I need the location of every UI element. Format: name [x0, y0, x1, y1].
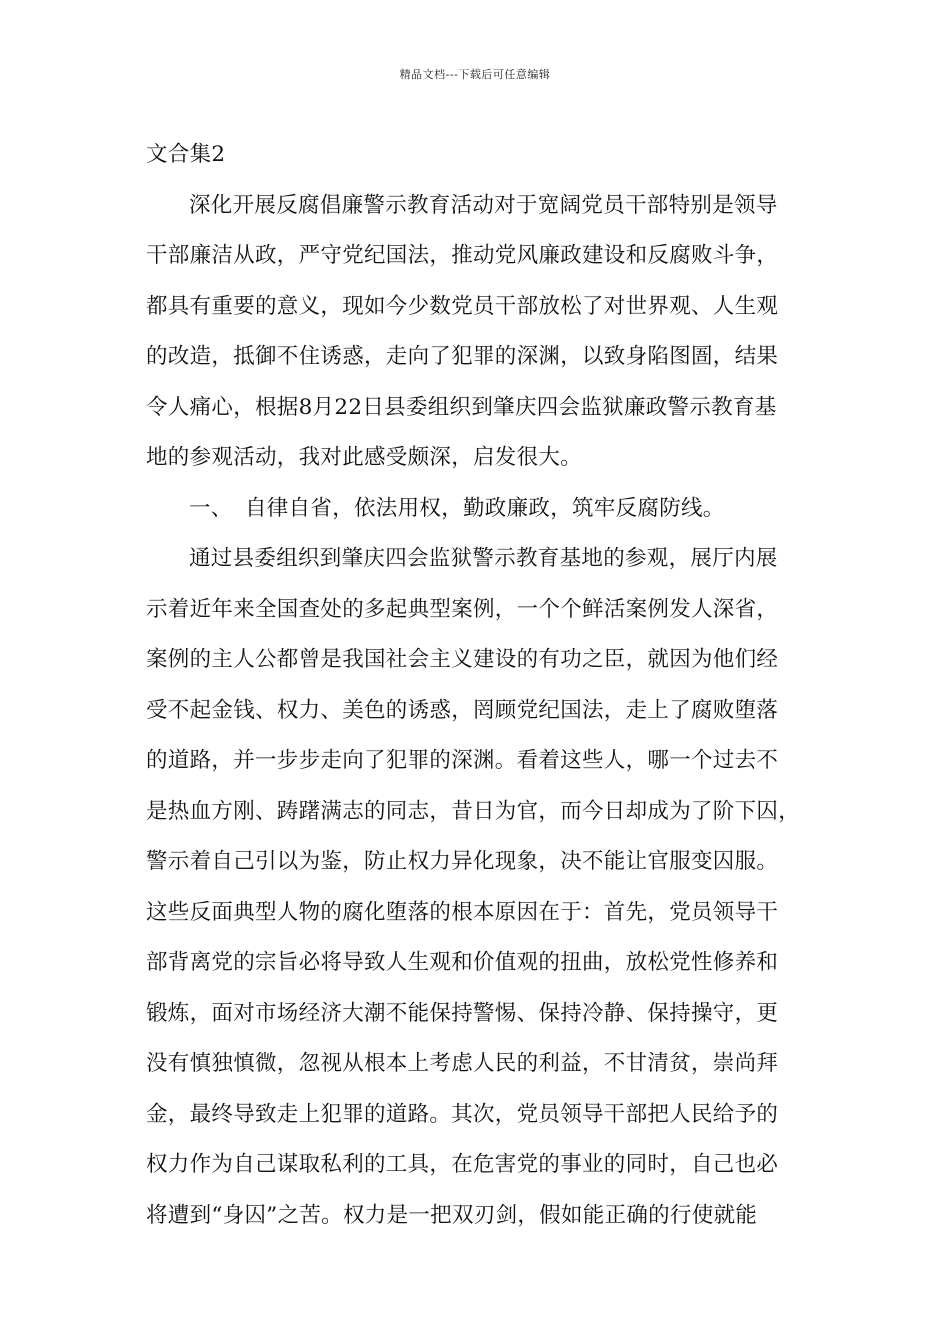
text-line: 都具有重要的意义，现如今少数党员干部放松了对世界观、人生观 — [146, 293, 779, 319]
text-line: 案例的主人公都曾是我国社会主义建设的有功之臣，就因为他们经 — [146, 647, 779, 672]
text-line: 文合集2 — [146, 142, 226, 167]
text-line: 警示着自己引以为鉴，防止权力异化现象，决不能让官服变囚服。 — [146, 849, 779, 874]
text-line: 部背离党的宗旨必将导致人生观和价值观的扭曲，放松党性修养和 — [146, 950, 779, 975]
text-line: 的改造，抵御不住诱惑，走向了犯罪的深渊，以致身陷图圄，结果 — [146, 344, 779, 369]
text-line: 金，最终导致走上犯罪的道路。其次，党员领导干部把人民给予的 — [146, 1101, 779, 1127]
text-line: 受不起金钱、权力、美色的诱惑，罔顾党纪国法，走上了腐败堕落 — [146, 697, 779, 723]
document-body — [146, 130, 811, 1241]
text-line: 通过县委组织到肇庆四会监狱警示教育基地的参观，展厅内展 — [189, 546, 778, 571]
section-number: 一、 — [189, 495, 233, 521]
text-line: 没有慎独慎微，忽视从根本上考虑人民的利益，不甘清贫，崇尚拜 — [146, 1051, 779, 1076]
page-header: 精品文档---下载后可任意编辑 — [399, 68, 551, 81]
text-line: 锻炼，面对市场经济大潮不能保持警惕、保持冷静、保持操守，更 — [146, 1000, 779, 1026]
section-heading — [146, 484, 811, 535]
text-line: 令人痛心，根据8月22日县委组织到肇庆四会监狱廉政警示教育基 — [146, 394, 777, 420]
text-line: 示着近年来全国查处的多起典型案例，一个个鲜活案例发人深省， — [146, 596, 779, 622]
text-line: 地的参观活动，我对此感受颇深，启发很大。 — [146, 445, 583, 470]
text-line: 干部廉洁从政，严守党纪国法，推动党风廉政建设和反腐败斗争， — [146, 243, 779, 268]
text-line: 将遭到“身囚”之苦。权力是一把双刃剑，假如能正确的行使就能 — [146, 1202, 758, 1228]
text-line: 这些反面典型人物的腐化堕落的根本原因在于：首先，党员领导干 — [146, 899, 779, 925]
text-line: 深化开展反腐倡廉警示教育活动对于宽阔党员干部特别是领导 — [189, 192, 778, 218]
section-heading-text: 自律自省，依法用权，勤政廉政，筑牢反腐防线。 — [245, 495, 725, 521]
text-line: 是热血方刚、踌躇满志的同志，昔日为官，而今日却成为了阶下囚， — [146, 798, 801, 824]
text-line: 权力作为自己谋取私利的工具，在危害党的事业的同时，自己也必 — [146, 1152, 779, 1177]
text-line: 的道路，并一步步走向了犯罪的深渊。看着这些人，哪一个过去不 — [146, 748, 779, 773]
